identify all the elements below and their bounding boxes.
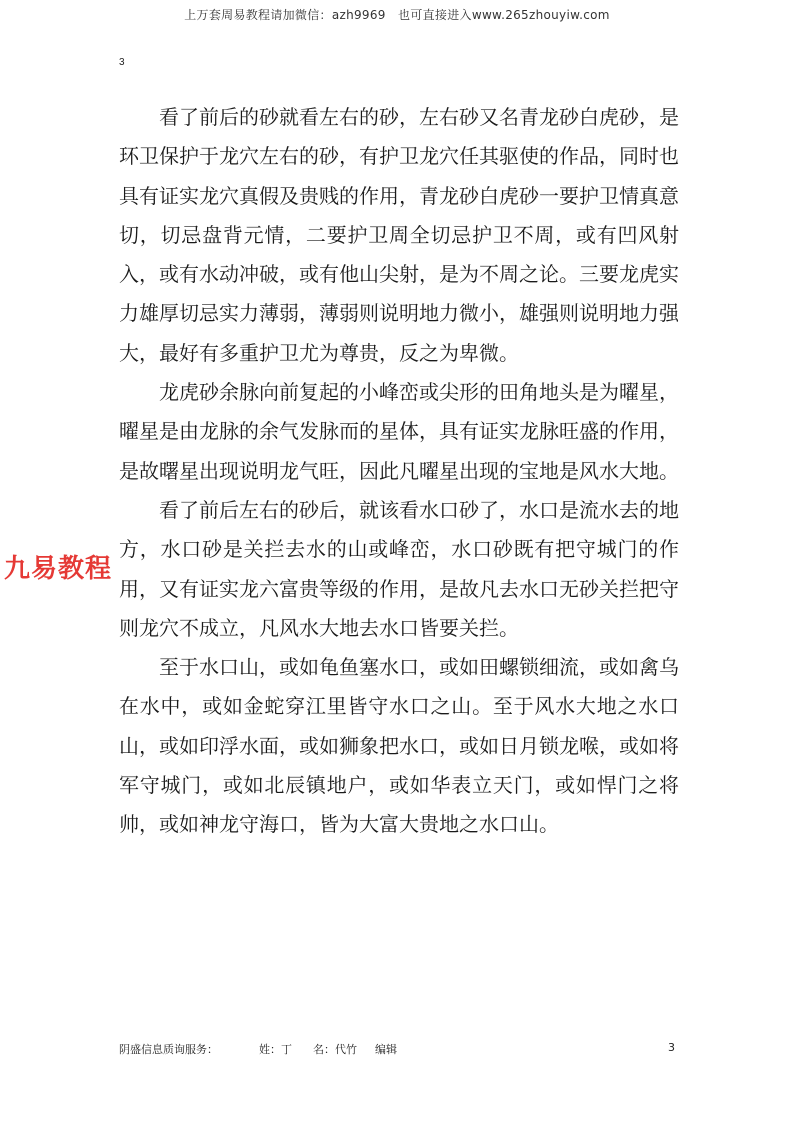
body-text xyxy=(119,98,679,845)
paragraph-4: 至于水口山，或如龟鱼塞水口，或如田螺锁细流，或如禽乌在水中，或如金蛇穿江里皆守水口之山。至于风水大地之水口山，或如印浮水面，或如狮象把水口，或如日月锁龙喉，或如将军守城门，或如北辰镇地户，或如华表立天门，或如悍门之将帅，或如神龙守海口，皆为大富大贵地之水口山。 xyxy=(119,655,679,837)
footer-name: 名：代竹 xyxy=(313,1043,357,1056)
page-number-bottom: 3 xyxy=(668,1041,675,1054)
watermark-logo: 九易教程 xyxy=(4,554,113,584)
page-header: 上万套周易教程请加微信：azh9969 也可直接进入www.265zhouyiw.com xyxy=(184,8,610,22)
paragraph-3: 看了前后左右的砂后，就该看水口砂了，水口是流水去的地方，水口砂是关拦去水的山或峰峦，水口砂既有把守城门的作用，又有证实龙六富贵等级的作用，是故凡去水口无砂关拦把守则龙穴不成立，凡风水大地去水口皆要关拦。 xyxy=(119,497,679,640)
page-footer xyxy=(119,1041,679,1057)
page-number-top: 3 xyxy=(119,57,125,68)
footer-surname: 姓：丁 xyxy=(259,1043,292,1056)
paragraph-1: 看了前后的砂就看左右的砂，左右砂又名青龙砂白虎砂，是环卫保护于龙穴左右的砂，有护卫龙穴任其驱使的作品，同时也具有证实龙穴真假及贵贱的作用，青龙砂白虎砂一要护卫情真意切，切忌盘背元情，二要护卫周全切忌护卫不周，或有凹风射入，或有水动冲破，或有他山尖射，是为不周之论。三要龙虎实力雄厚切忌实力薄弱，薄弱则说明地力微小，雄强则说明地力强大，最好有多重护卫尤为尊贵，反之为卑微。 xyxy=(119,105,679,365)
paragraph-2: 龙虎砂余脉向前复起的小峰峦或尖形的田角地头是为曜星，曜星是由龙脉的余气发脉而的星体，具有证实龙脉旺盛的作用，是故曙星出现说明龙气旺，因此凡曜星出现的宝地是风水大地。 xyxy=(119,380,679,483)
footer-edit: 编辑 xyxy=(375,1043,397,1056)
footer-info xyxy=(119,1041,679,1057)
footer-service: 阴盛信息质询服务： xyxy=(119,1043,218,1056)
